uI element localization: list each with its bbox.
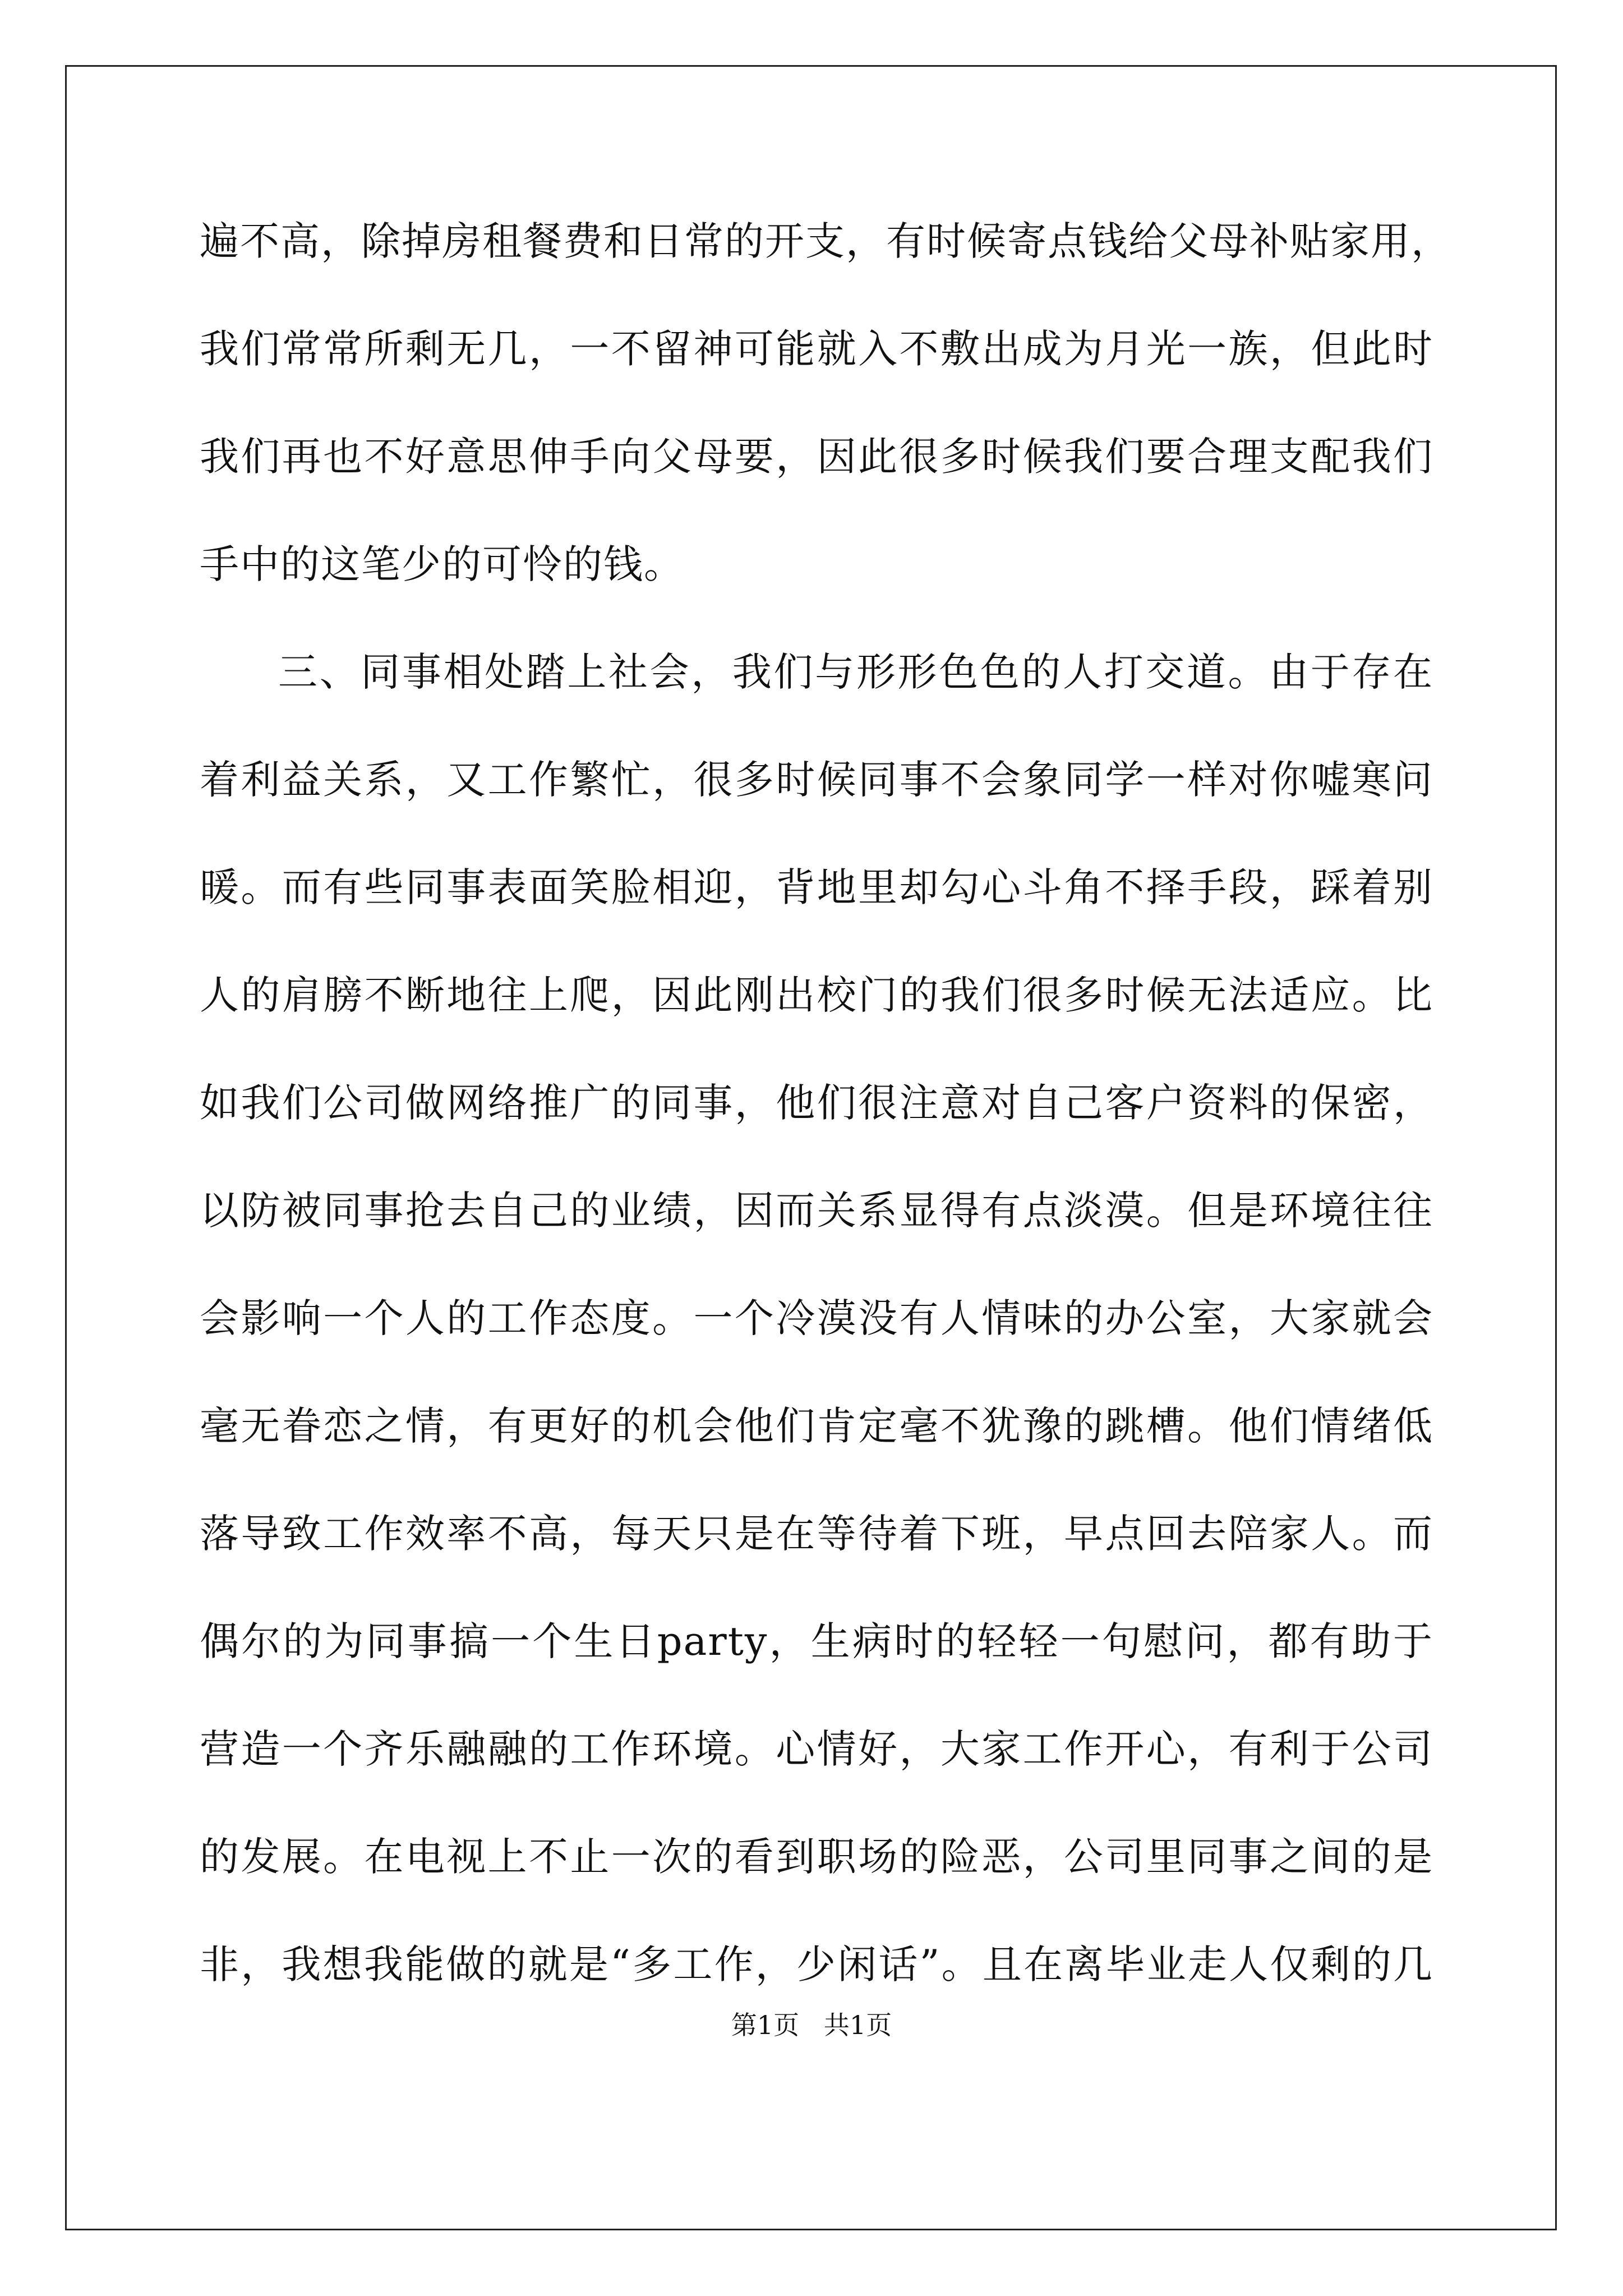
text-line: 我们常常所剩无几，一不留神可能就入不敷出成为月光一族，但此时 [200, 326, 1433, 372]
page-border [65, 65, 1557, 2230]
text-line: 非，我想我能做的就是“多工作，少闲话”。且在离毕业走人仅剩的几 [200, 1941, 1433, 1987]
paragraph-heading-line: 三、同事相处踏上社会，我们与形形色色的人打交道。由于存在 [278, 649, 1433, 695]
text-line: 营造一个齐乐融融的工作环境。心情好，大家工作开心，有利于公司 [200, 1726, 1433, 1772]
text-line: 遍不高，除掉房租餐费和日常的开支，有时候寄点钱给父母补贴家用， [200, 218, 1451, 264]
text-line: 手中的这笔少的可怜的钱。 [200, 541, 684, 587]
text-line: 以防被同事抢去自己的业绩，因而关系显得有点淡漠。但是环境往往 [200, 1188, 1433, 1234]
text-line: 如我们公司做网络推广的同事，他们很注意对自己客户资料的保密， [200, 1080, 1433, 1126]
text-line: 会影响一个人的工作态度。一个冷漠没有人情味的办公室，大家就会 [200, 1295, 1433, 1341]
page-number-footer: 第1页 共1页 [731, 2010, 892, 2040]
text-line: 人的肩膀不断地往上爬，因此刚出校门的我们很多时候无法适应。比 [200, 972, 1433, 1018]
text-line: 毫无眷恋之情，有更好的机会他们肯定毫不犹豫的跳槽。他们情绪低 [200, 1403, 1433, 1449]
text-line: 着利益关系，又工作繁忙，很多时候同事不会象同学一样对你嘘寒问 [200, 757, 1433, 803]
text-line: 我们再也不好意思伸手向父母要，因此很多时候我们要合理支配我们 [200, 434, 1433, 480]
text-line: 暖。而有些同事表面笑脸相迎，背地里却勾心斗角不择手段，踩着别 [200, 864, 1433, 910]
text-line: 的发展。在电视上不止一次的看到职场的险恶，公司里同事之间的是 [200, 1834, 1433, 1880]
text-line: 落导致工作效率不高，每天只是在等待着下班，早点回去陪家人。而 [200, 1511, 1433, 1557]
text-line: 偶尔的为同事搞一个生日party，生病时的轻轻一句慰问，都有助于 [200, 1618, 1433, 1664]
